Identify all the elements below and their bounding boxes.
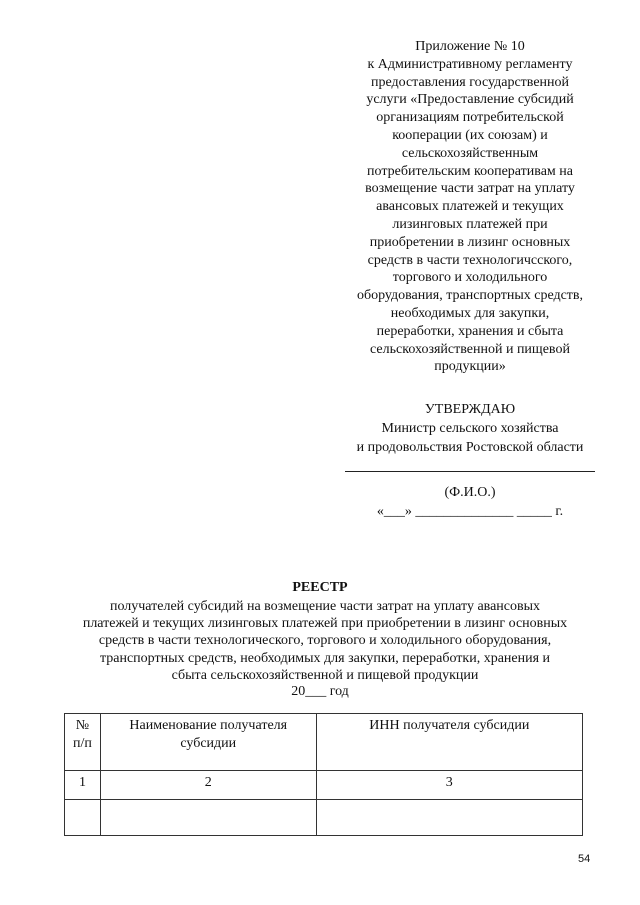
description-line: сбыта сельскохозяйственной и пищевой продукции bbox=[171, 667, 479, 683]
annex-line: возмещение части затрат на уплату bbox=[365, 181, 575, 197]
annex-line: сельскохозяйственным bbox=[401, 145, 539, 161]
table-cell bbox=[100, 800, 316, 836]
annex-line: продукции» bbox=[434, 359, 506, 375]
table-header-row bbox=[65, 714, 583, 771]
description-line: платежей и текущих лизинговых платежей при приобретении в лизинг основных bbox=[82, 616, 568, 632]
annex-line: средств в части технологичсского, bbox=[367, 252, 573, 268]
signature-line bbox=[345, 471, 595, 472]
annex-line: к Административному регламенту bbox=[367, 56, 573, 72]
description-line: транспортных средств, необходимых для закупки, переработки, хранения и bbox=[99, 650, 551, 666]
numbering-cell: 2 bbox=[100, 771, 316, 800]
annex-line: кооперации (их союзам) и bbox=[392, 127, 548, 143]
annex-line: Приложение № 10 bbox=[415, 39, 525, 54]
annex-line: приобретении в лизинг основных bbox=[369, 234, 571, 250]
annex-line: лизинговых платежей при bbox=[392, 216, 548, 232]
table-numbering-row bbox=[65, 771, 583, 800]
annex-line: организациям потребительской bbox=[376, 110, 564, 126]
approval-position-line: и продовольствия Ростовской области bbox=[356, 440, 584, 455]
header-cell-inn: ИНН получателя субсидии bbox=[316, 714, 582, 771]
annex-line: торгового и холодильного bbox=[392, 270, 548, 286]
table-row bbox=[65, 800, 583, 836]
description-line: получателей субсидий на возмещение части затрат на уплату авансовых bbox=[109, 599, 541, 614]
approval-title: УТВЕРЖДАЮ bbox=[424, 402, 516, 417]
table-cell bbox=[316, 800, 582, 836]
header-cell-number: № п/п bbox=[65, 714, 101, 771]
table-cell bbox=[65, 800, 101, 836]
approval-position-line: Министр сельского хозяйства bbox=[381, 421, 559, 436]
fio-label: (Ф.И.О.) bbox=[444, 485, 496, 500]
registry-description bbox=[40, 598, 610, 684]
registry-year: 20___ год bbox=[291, 684, 349, 699]
page-number: 54 bbox=[578, 853, 591, 865]
numbering-cell: 3 bbox=[316, 771, 582, 800]
approval-block bbox=[330, 400, 610, 457]
annex-line: оборудования, транспортных средств, bbox=[356, 288, 584, 304]
annex-line: авансовых платежей и текущих bbox=[376, 199, 564, 215]
annex-line: потребительским кооперативам на bbox=[367, 163, 573, 179]
annex-line: переработки, хранения и сбыта bbox=[376, 323, 564, 339]
annex-block bbox=[335, 38, 605, 376]
annex-line: предоставления государственной bbox=[370, 74, 570, 90]
registry-table bbox=[64, 713, 583, 836]
header-cell-recipient: Наименование получателя субсидии bbox=[100, 714, 316, 771]
annex-line: сельскохозяйственной и пищевой bbox=[370, 341, 570, 357]
description-line: средств в части технологического, торгового и холодильного оборудования, bbox=[98, 633, 552, 649]
date-line: «___» ______________ _____ г. bbox=[376, 504, 564, 519]
annex-line: необходимых для закупки, bbox=[390, 305, 550, 321]
registry-title: РЕЕСТР bbox=[292, 580, 348, 595]
numbering-cell: 1 bbox=[65, 771, 101, 800]
annex-line: услуги «Предоставление субсидий bbox=[366, 92, 574, 108]
